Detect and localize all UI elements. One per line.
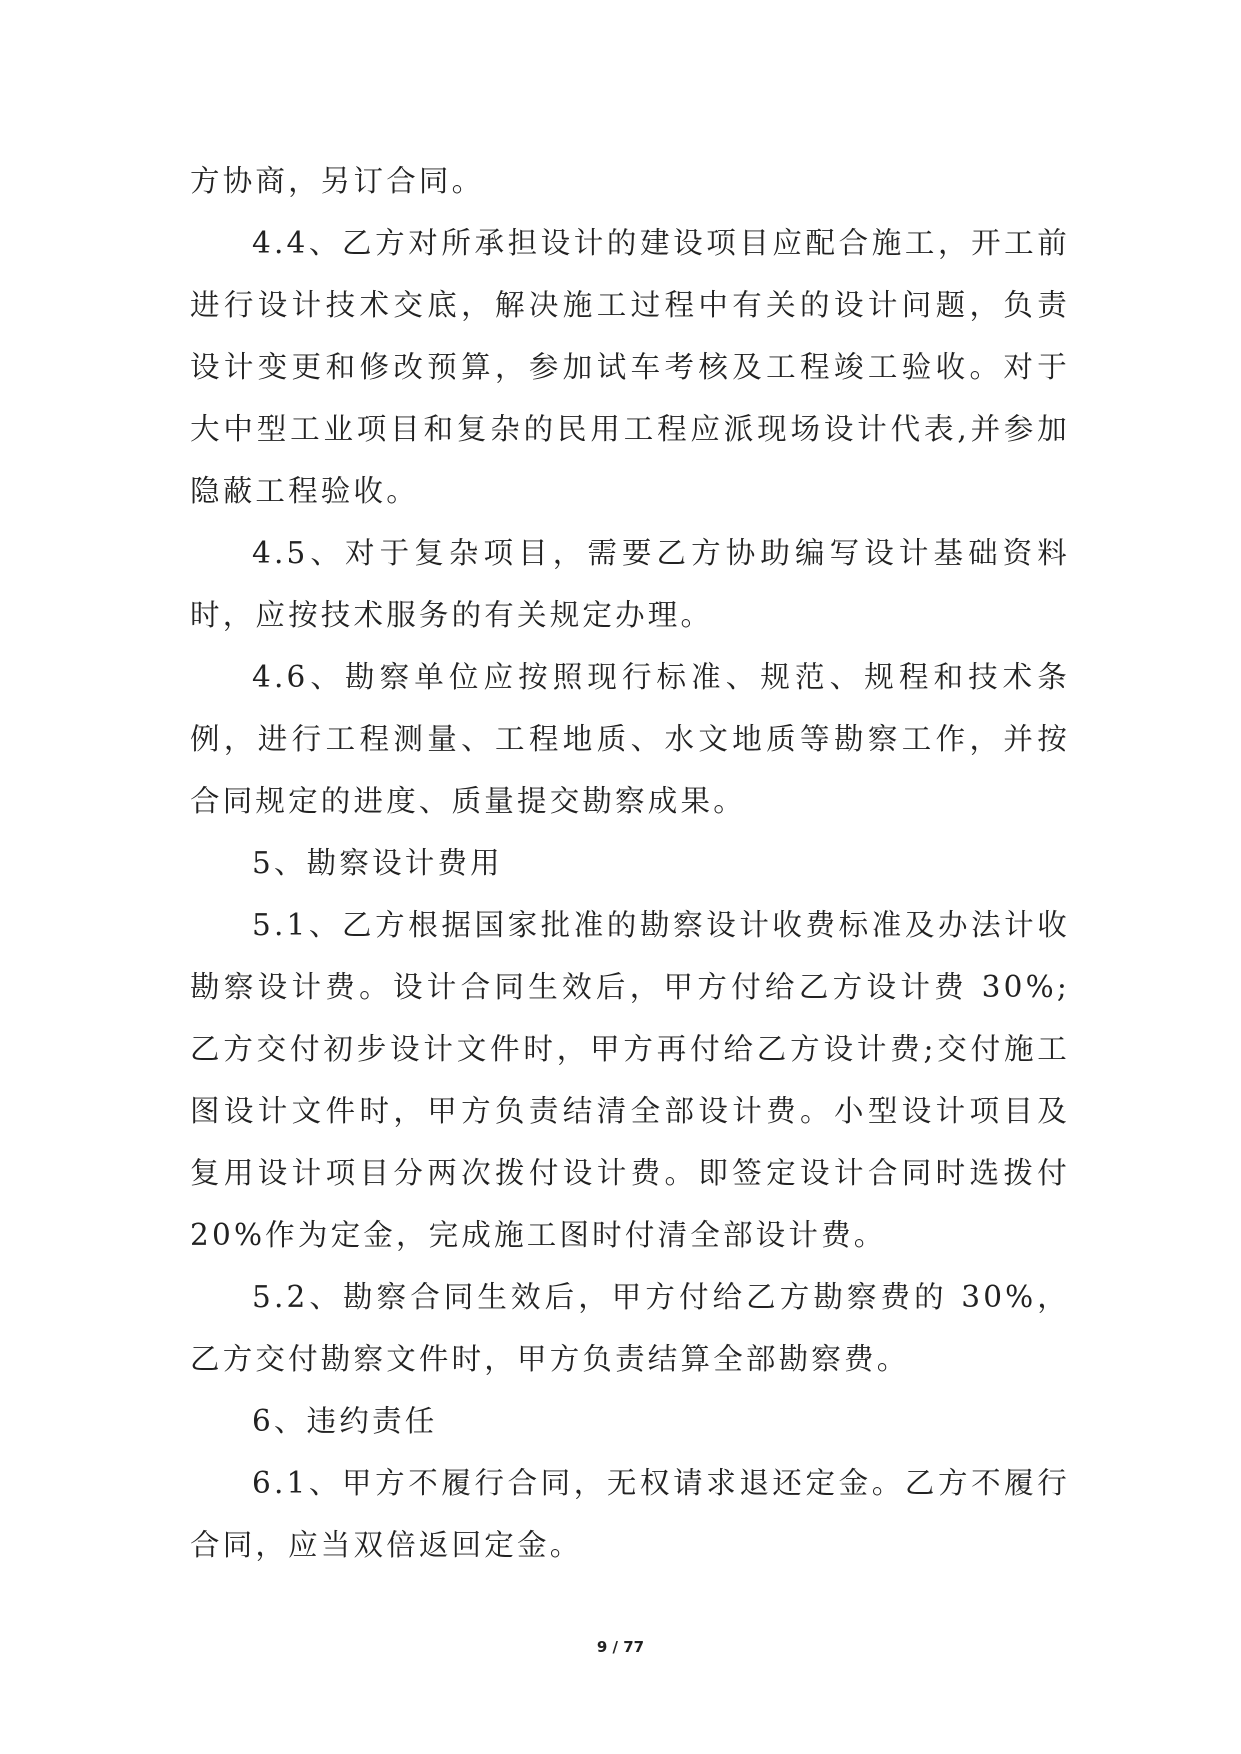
paragraph-clause-4-6: 4.6、勘察单位应按照现行标准、规范、规程和技术条例，进行工程测量、工程地质、水文地质等勘察工作，并按合同规定的进度、质量提交勘察成果。: [190, 660, 1070, 818]
section-heading-5: 5、勘察设计费用: [252, 846, 503, 880]
page-number: 9 / 77: [596, 1638, 645, 1656]
paragraph-clause-6-1: 6.1、甲方不履行合同，无权请求退还定金。乙方不履行合同，应当双倍返回定金。: [190, 1466, 1070, 1562]
page-body: [190, 150, 1070, 1576]
section-heading-6: 6、违约责任: [252, 1404, 438, 1438]
paragraph-continuation: 方协商，另订合同。: [190, 164, 485, 198]
paragraph-clause-4-4: 4.4、乙方对所承担设计的建设项目应配合施工，开工前进行设计技术交底，解决施工过程中有关的设计问题，负责设计变更和修改预算，参加试车考核及工程竣工验收。对于大中型工业项目和复杂的民用工程应派现场设计代表,并参加隐蔽工程验收。: [190, 226, 1070, 508]
paragraph-clause-5-1: 5.1、乙方根据国家批准的勘察设计收费标准及办法计收勘察设计费。设计合同生效后，甲方付给乙方设计费 30%;乙方交付初步设计文件时，甲方再付给乙方设计费;交付施工图设计文件时，甲方负责结清全部设计费。小型设计项目及复用设计项目分两次拨付设计费。即签定设计合同时选拨付 20%作为定金，完成施工图时付清全部设计费。: [190, 908, 1070, 1252]
paragraph-clause-5-2: 5.2、勘察合同生效后，甲方付给乙方勘察费的 30%，乙方交付勘察文件时，甲方负责结算全部勘察费。: [190, 1280, 1070, 1376]
paragraph-clause-4-5: 4.5、对于复杂项目，需要乙方协助编写设计基础资料时，应按技术服务的有关规定办理。: [190, 536, 1070, 632]
